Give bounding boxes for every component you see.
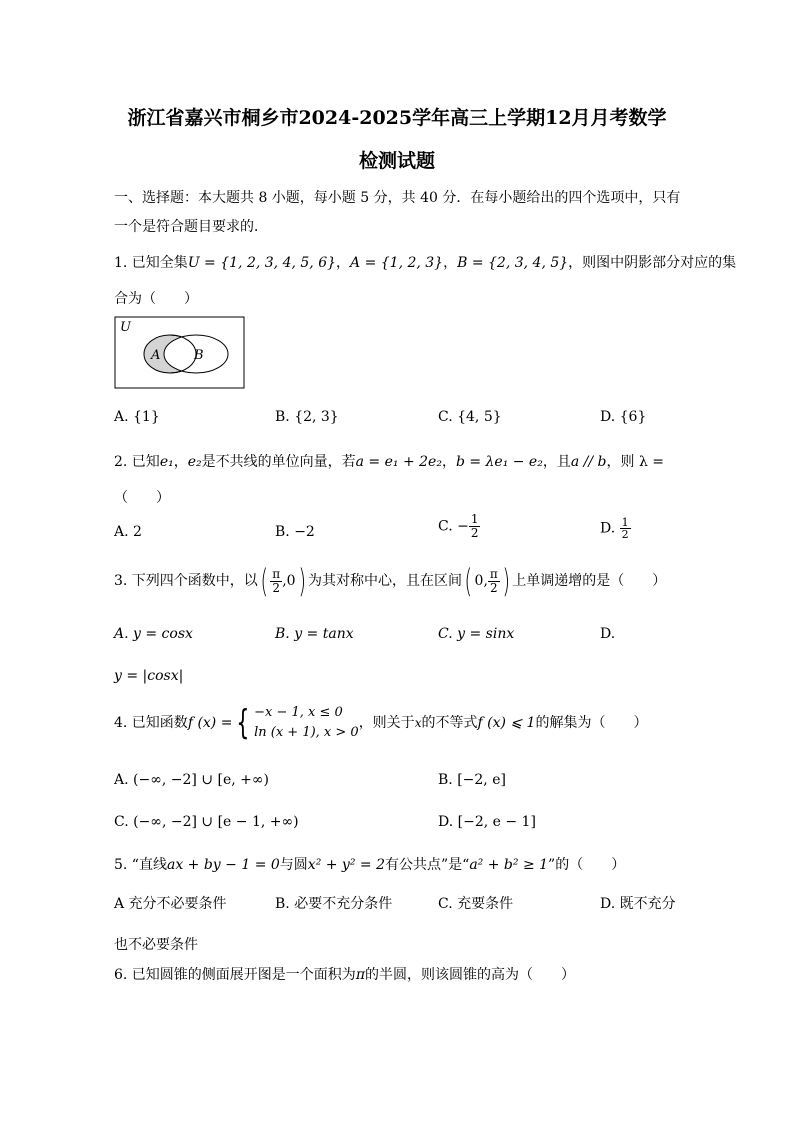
q2-d-denominator: 2 bbox=[621, 528, 629, 541]
q1-set-b: B = {2, 3, 4, 5} bbox=[457, 255, 569, 271]
q4-inequality: f (x) ⩽ 1 bbox=[477, 715, 536, 731]
q2-parallel: a // b bbox=[570, 454, 607, 470]
q4-mid2: 的不等式 bbox=[421, 715, 478, 731]
q2-vector-e2: e₂ bbox=[187, 454, 202, 470]
q1-option-b[interactable]: B. {2, 3} bbox=[275, 409, 339, 425]
q3-paren-open: ( bbox=[260, 562, 268, 600]
q5-option-b[interactable]: B. 必要不充分条件 bbox=[275, 896, 393, 912]
q3-option-a[interactable]: A. y = cosx bbox=[114, 626, 193, 642]
section-instructions-line1: 一、选择题：本大题共 8 小题，每小题 5 分，共 40 分．在每小题给出的四个选项中，只有 bbox=[114, 190, 681, 206]
q5-option-d-continued: 也不必要条件 bbox=[114, 937, 198, 953]
q3-paren-close: ) bbox=[298, 562, 306, 600]
q1-set-a: A = {1, 2, 3} bbox=[350, 255, 444, 271]
q2-option-a[interactable]: A. 2 bbox=[114, 524, 142, 540]
question-4-stem bbox=[114, 703, 647, 743]
q3-interval-denominator: 2 bbox=[490, 580, 498, 595]
q5-line-expression: ax + by − 1 = 0 bbox=[166, 857, 280, 873]
q3-interval-open: ( bbox=[464, 562, 473, 600]
q3-interval-fraction bbox=[488, 568, 500, 595]
question-1-line2: 合为（ ） bbox=[114, 291, 198, 307]
q2-vector-e1: e₁ bbox=[159, 454, 174, 470]
venn-label-a: A bbox=[151, 348, 161, 363]
q2-option-c[interactable] bbox=[438, 513, 480, 540]
q2-suffix: ，则 λ = bbox=[606, 454, 665, 470]
q2-option-d-label: D. bbox=[600, 520, 620, 537]
q2-and: ，且 bbox=[542, 454, 571, 470]
q5-text1: 5. “直线 bbox=[114, 857, 167, 873]
q3-option-d[interactable]: D. bbox=[600, 626, 616, 642]
venn-label-u: U bbox=[120, 320, 131, 335]
q1-option-c[interactable]: C. {4, 5} bbox=[438, 409, 502, 425]
q2-mid: 是不共线的单位向量，若 bbox=[201, 454, 356, 470]
question-2-line2: （ ） bbox=[114, 490, 170, 506]
q5-text4: ”的（ ） bbox=[548, 857, 626, 873]
q5-option-a[interactable]: A 充分不必要条件 bbox=[114, 896, 227, 912]
q4-brace: { bbox=[236, 703, 250, 743]
q1-prefix: 1. 已知全集 bbox=[114, 255, 188, 271]
q2-vector-b: b = λe₁ − e₂ bbox=[455, 454, 543, 470]
q5-option-d[interactable]: D. 既不充分 bbox=[600, 896, 676, 912]
q4-prefix: 4. 已知函数 bbox=[114, 715, 188, 731]
q2-prefix: 2. 已知 bbox=[114, 454, 160, 470]
q2-option-c-fraction bbox=[469, 513, 481, 540]
q5-condition-expression: a² + b² ≥ 1 bbox=[469, 857, 549, 873]
q2-c-denominator: 2 bbox=[470, 526, 479, 540]
q3-mid: 为其对称中心，且在区间 bbox=[308, 573, 463, 589]
q3-interval-close: ) bbox=[502, 562, 510, 600]
q4-case-2: ln (x + 1), x > 0 bbox=[254, 725, 359, 740]
q4-function: f (x) = bbox=[187, 715, 233, 731]
q4-option-a[interactable]: A. (−∞, −2] ∪ [e, +∞) bbox=[114, 772, 269, 788]
q3-point-numerator: π bbox=[272, 566, 281, 581]
q3-prefix: 3. 下列四个函数中，以 bbox=[114, 573, 258, 589]
q4-option-c[interactable]: C. (−∞, −2] ∪ [e − 1, +∞) bbox=[114, 814, 299, 830]
q1-option-a[interactable]: A. {1} bbox=[114, 409, 160, 425]
q4-option-d[interactable]: D. [−2, e − 1] bbox=[438, 814, 536, 830]
q2-option-d[interactable] bbox=[600, 517, 631, 540]
question-1-stem: 1. 已知全集U = {1, 2, 3, 4, 5, 6}，A = {1, 2, 3}，B = {2, 3, 4, 5}，则图中阴影部分对应的集 bbox=[114, 255, 737, 271]
q3-interval-left: 0 bbox=[474, 573, 484, 589]
q2-d-numerator: 1 bbox=[621, 516, 629, 529]
q3-point-y: 0 bbox=[286, 573, 296, 589]
q2-option-d-fraction bbox=[620, 517, 631, 540]
q6-pi: π bbox=[355, 967, 366, 983]
q2-option-c-label: C. − bbox=[438, 518, 469, 535]
q3-option-b[interactable]: B. y = tanx bbox=[275, 626, 354, 642]
q6-text2: 的半圆，则该圆锥的高为（ ） bbox=[365, 967, 576, 983]
q2-comma: ， bbox=[441, 454, 456, 470]
question-3-stem: 3. 下列四个函数中，以( $\frac{\pi}{2}$ ,0) 为其对称中心，且在区间( 0, $\frac{\pi}{2}$ ) 上单调递增的是（ ） bbox=[114, 562, 667, 600]
question-5-stem bbox=[114, 854, 625, 874]
q3-point-denominator: 2 bbox=[272, 580, 281, 595]
q3-interval-numerator: π bbox=[489, 566, 498, 581]
q4-option-b[interactable]: B. [−2, e] bbox=[438, 772, 506, 788]
q4-variable: x bbox=[414, 716, 422, 730]
page-subtitle: 检测试题 bbox=[358, 150, 435, 172]
q3-point-fraction bbox=[270, 568, 282, 595]
q1-option-d[interactable]: D. {6} bbox=[600, 409, 647, 425]
q3-option-d-expression: y = |cosx| bbox=[114, 668, 184, 684]
q5-option-c[interactable]: C. 充要条件 bbox=[438, 896, 514, 912]
venn-diagram bbox=[114, 316, 246, 390]
q2-separator: ， bbox=[173, 454, 188, 470]
q5-circle-expression: x² + y² = 2 bbox=[307, 857, 385, 873]
q4-cases bbox=[254, 703, 359, 743]
question-6-stem bbox=[114, 964, 575, 984]
q3-option-c[interactable]: C. y = sinx bbox=[438, 626, 515, 642]
q4-case-1: −x − 1, x ≤ 0 bbox=[254, 705, 343, 720]
q1-universal-set: U = {1, 2, 3, 4, 5, 6} bbox=[187, 255, 337, 271]
q1-suffix: ，则图中阴影部分对应的集 bbox=[568, 255, 737, 271]
q2-c-numerator: 1 bbox=[470, 512, 479, 526]
q5-text3: 有公共点”是“ bbox=[385, 857, 470, 873]
q6-text1: 6. 已知圆锥的侧面展开图是一个面积为 bbox=[114, 967, 356, 983]
q3-suffix: 上单调递增的是（ ） bbox=[512, 573, 667, 589]
q2-vector-a: a = e₁ + 2e₂ bbox=[355, 454, 442, 470]
section-instructions-line2: 一个是符合题目要求的． bbox=[114, 219, 268, 235]
venn-label-b: B bbox=[194, 348, 204, 363]
q5-text2: 与圆 bbox=[279, 857, 308, 873]
q4-mid: ，则关于 bbox=[358, 715, 415, 731]
q2-option-b[interactable]: B. −2 bbox=[275, 524, 315, 540]
question-2-stem bbox=[114, 451, 664, 471]
page-title: 浙江省嘉兴市桐乡市2024-2025学年高三上学期12月月考数学 bbox=[127, 107, 667, 129]
q4-suffix: 的解集为（ ） bbox=[535, 715, 648, 731]
